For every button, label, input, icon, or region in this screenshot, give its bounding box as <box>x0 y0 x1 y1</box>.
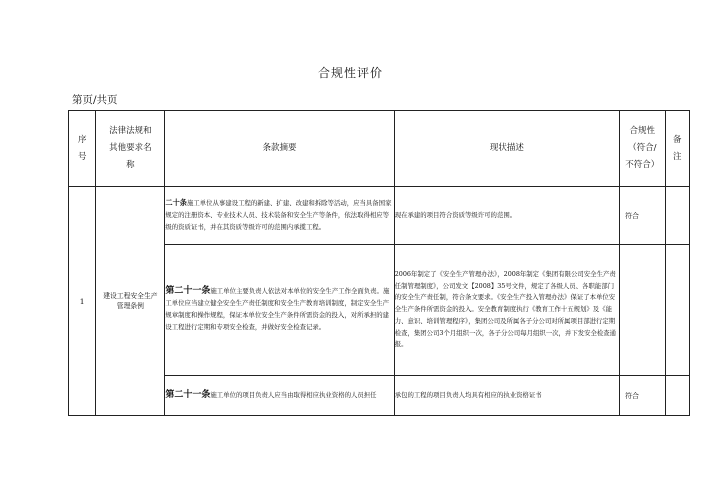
header-clause: 条款摘要 <box>165 111 394 187</box>
status-description: 承包的工程的项目负责人均具有相应的执业资格证书 <box>394 376 619 416</box>
document-title: 合规性评价 <box>317 66 383 80</box>
header-law: 法律法规和 其他要求名 称 <box>96 111 165 187</box>
table-row <box>69 187 690 245</box>
note-cell <box>665 376 689 416</box>
header-no: 序 号 <box>69 111 96 187</box>
table-header-row <box>69 111 690 187</box>
compliance-table <box>68 110 690 416</box>
clause-summary: 二十条施工单位从事建设工程的新建、扩建、改建和拆除等活动，应当具备国家规定的注册资本、专业技术人员、技术装备和安全生产等条件，依法取得相应等级的资质证书，并在其资质等级许可的范围内承揽工程。 <box>165 187 394 245</box>
header-note: 备 注 <box>665 111 689 187</box>
clause-summary: 第二十一条施工单位主要负责人依法对本单位的安全生产工作全面负责。施工单位应当建立健全安全生产责任制度和安全生产教育培训制度，制定安全生产规章制度和操作规程，保证本单位安全生产条件所需资金的投入，对所承担的建设工程进行定期和专项安全检查，并做好安全检查记录。 <box>165 245 394 376</box>
row-number: 1 <box>69 187 96 416</box>
compliance-value: 符合 <box>619 187 665 245</box>
header-status: 现状描述 <box>394 111 619 187</box>
note-cell <box>665 187 689 245</box>
note-cell <box>665 245 689 376</box>
page-info: 第页/共页 <box>72 94 118 106</box>
status-description: 2006年制定了《安全生产管理办法》，2008年制定《集团有限公司安全生产责任制管理制度》，公司发文【2008】35号文件，规定了各级人员、各职能部门的安全生产责任制，符合条文要求。《安全生产投入管理办法》保证了本单位安全生产条件所需资金的投入。安全教育制度执行《教育工作十五规划》及《能力、意识、培训管理程序》，集团公司及所属各子分公司对所属项目部进行定期检查，集团公司3个月组织一次，各子分公司每月组织一次，并下发安全检查通报。 <box>394 245 619 376</box>
header-compliance: 合规性 （符合/ 不符合） <box>619 111 665 187</box>
law-name: 建设工程安全生产管理条例 <box>96 187 165 416</box>
compliance-value: 符合 <box>619 376 665 416</box>
status-description: 现在承建的项目符合资质等级许可的范围。 <box>394 187 619 245</box>
clause-summary: 第二十一条施工单位的项目负责人应当由取得相应执业资格的人员担任 <box>165 376 394 416</box>
compliance-value <box>619 245 665 376</box>
